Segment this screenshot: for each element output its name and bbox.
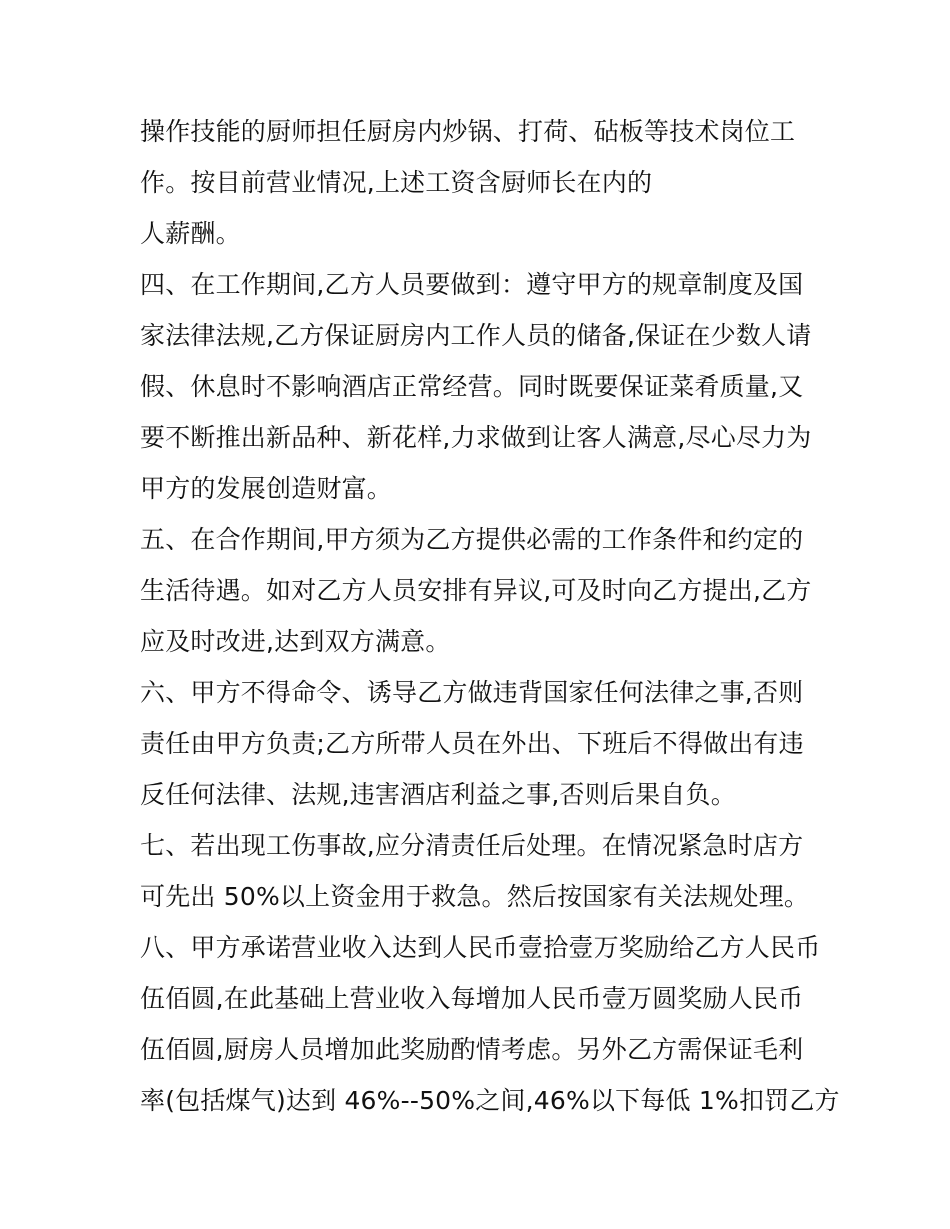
- clause-four-line: 四、在工作期间,乙方人员要做到：遵守甲方的规章制度及国: [140, 270, 804, 299]
- text-line: 应及时改进,达到双方满意。: [140, 627, 451, 656]
- text-line: 假、休息时不影响酒店正常经营。同时既要保证菜肴质量,又: [140, 372, 804, 401]
- text-line: 伍佰圆,在此基础上营业收入每增加人民币壹万圆奖励人民币: [140, 984, 804, 1013]
- text-line: 可先出 50%以上资金用于救急。然后按国家有关法规处理。: [140, 882, 810, 911]
- text-line: 率(包括煤气)达到 46%--50%之间,46%以下每低 1%扣罚乙方: [140, 1086, 840, 1115]
- text-line: 要不断推出新品种、新花样,力求做到让客人满意,尽心尽力为: [140, 423, 812, 452]
- text-line: 作。按目前营业情况,上述工资含厨师长在内的: [140, 168, 653, 197]
- clause-eight-line: 八、甲方承诺营业收入达到人民币壹拾壹万奖励给乙方人民币: [140, 933, 821, 962]
- text-line: 反任何法律、法规,违害酒店利益之事,否则后果自负。: [140, 780, 736, 809]
- text-line: 生活待遇。如对乙方人员安排有异议,可及时向乙方提出,乙方: [140, 576, 812, 605]
- text-line: 家法律法规,乙方保证厨房内工作人员的储备,保证在少数人请: [140, 321, 812, 350]
- text-line: 甲方的发展创造财富。: [140, 474, 393, 503]
- clause-six-line: 六、甲方不得命令、诱导乙方做违背国家任何法律之事,否则: [140, 678, 804, 707]
- clause-seven-line: 七、若出现工伤事故,应分清责任后处理。在情况紧急时店方: [140, 831, 804, 860]
- text-line: 操作技能的厨师担任厨房内炒锅、打荷、砧板等技术岗位工: [140, 117, 796, 146]
- clause-five-line: 五、在合作期间,甲方须为乙方提供必需的工作条件和约定的: [140, 525, 804, 554]
- text-line: 人薪酬。: [140, 219, 241, 248]
- contract-body-text: [140, 106, 840, 1126]
- text-line: 伍佰圆,厨房人员增加此奖励酌情考虑。另外乙方需保证毛利: [140, 1035, 804, 1064]
- text-line: 责任由甲方负责;乙方所带人员在外出、下班后不得做出有违: [140, 729, 804, 758]
